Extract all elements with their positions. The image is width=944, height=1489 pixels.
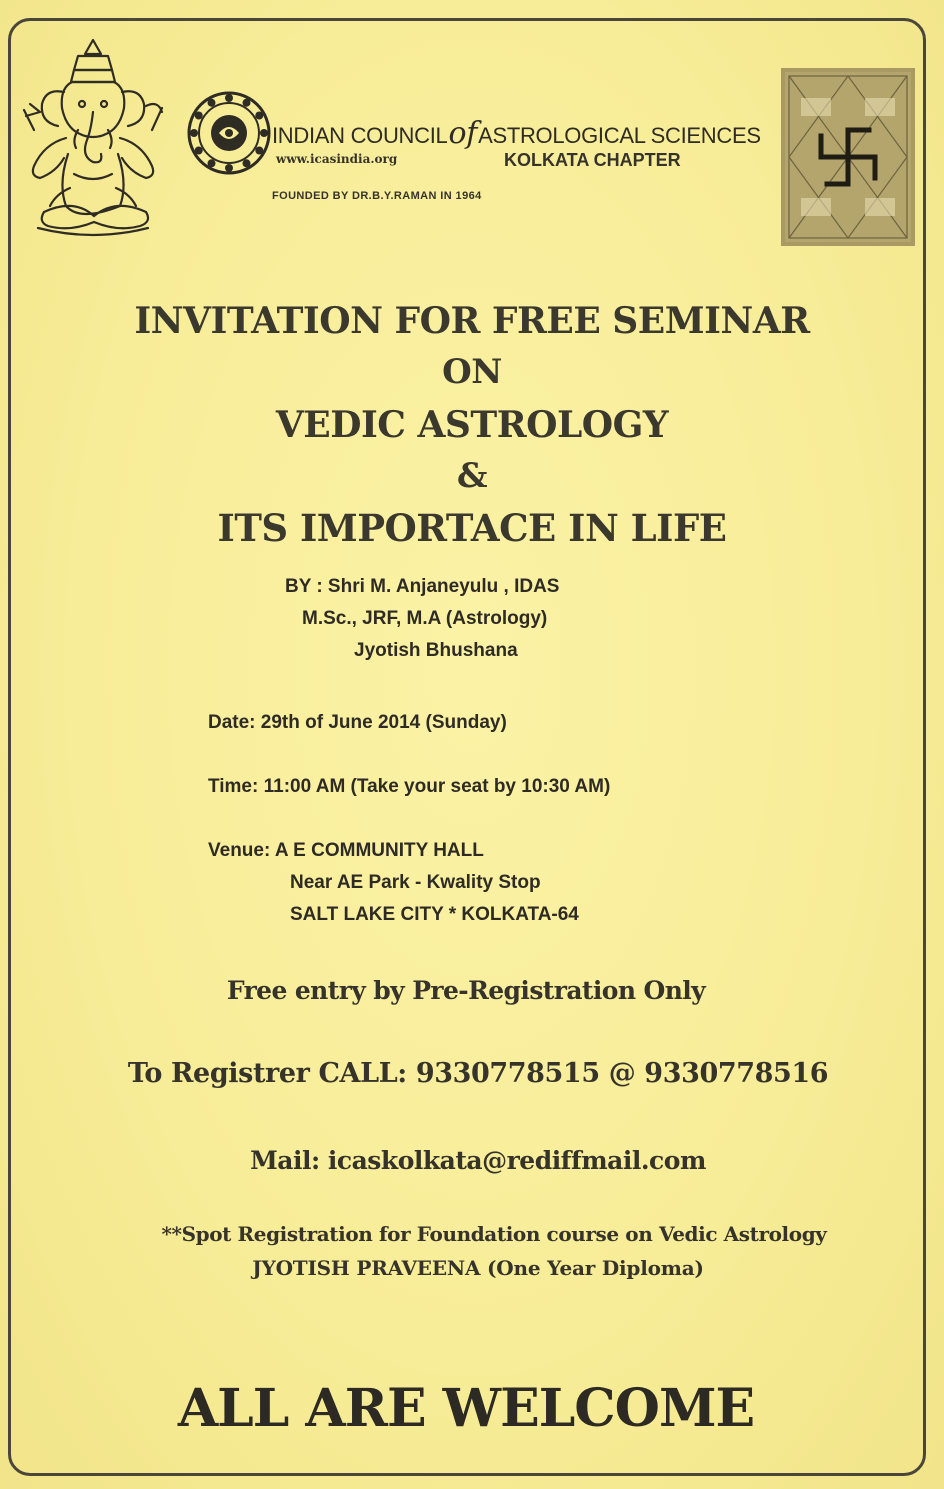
title-line-1: INVITATION FOR FREE SEMINAR: [134, 300, 810, 342]
organization-name: [272, 116, 761, 151]
icas-seal-logo: [186, 90, 272, 176]
founded-line: FOUNDED BY DR.B.Y.RAMAN IN 1964: [272, 190, 482, 202]
org-name-of: of: [448, 116, 478, 151]
speaker-qualifications: M.Sc., JRF, M.A (Astrology): [302, 608, 548, 629]
welcome-banner: ALL ARE WELCOME: [177, 1378, 755, 1439]
free-entry-note: Free entry by Pre-Registration Only: [226, 976, 706, 1005]
venue-line-2: Near AE Park - Kwality Stop: [290, 872, 541, 893]
registration-phone: To Registrer CALL: 9330778515 @ 9330778516: [127, 1058, 829, 1089]
website-url: www.icasindia.org: [276, 152, 398, 166]
venue-line-3: SALT LAKE CITY * KOLKATA-64: [290, 904, 579, 925]
title-line-5: ITS IMPORTACE IN LIFE: [217, 506, 727, 550]
registration-email: Mail: icaskolkata@rediffmail.com: [250, 1146, 706, 1175]
title-line-3: VEDIC ASTROLOGY: [275, 404, 669, 446]
event-date: Date: 29th of June 2014 (Sunday): [208, 712, 507, 733]
horoscope-chart-image: [781, 68, 915, 246]
chapter-name: KOLKATA CHAPTER: [504, 150, 681, 170]
event-time: Time: 11:00 AM (Take your seat by 10:30 AM): [208, 776, 611, 797]
org-name-part2: ASTROLOGICAL SCIENCES: [478, 123, 761, 148]
speaker-title: Jyotish Bhushana: [354, 640, 518, 661]
org-name-part1: INDIAN COUNCIL: [272, 123, 448, 148]
venue-line-1: Venue: A E COMMUNITY HALL: [208, 840, 484, 861]
speaker-name: BY : Shri M. Anjaneyulu , IDAS: [285, 576, 560, 597]
spot-registration-line-1: **Spot Registration for Foundation course on Vedic Astrology: [161, 1222, 827, 1246]
ganesha-illustration: [14, 34, 172, 242]
title-line-2: ON: [442, 352, 502, 392]
spot-registration-line-2: JYOTISH PRAVEENA (One Year Diploma): [252, 1256, 704, 1280]
title-line-4: &: [456, 456, 488, 496]
